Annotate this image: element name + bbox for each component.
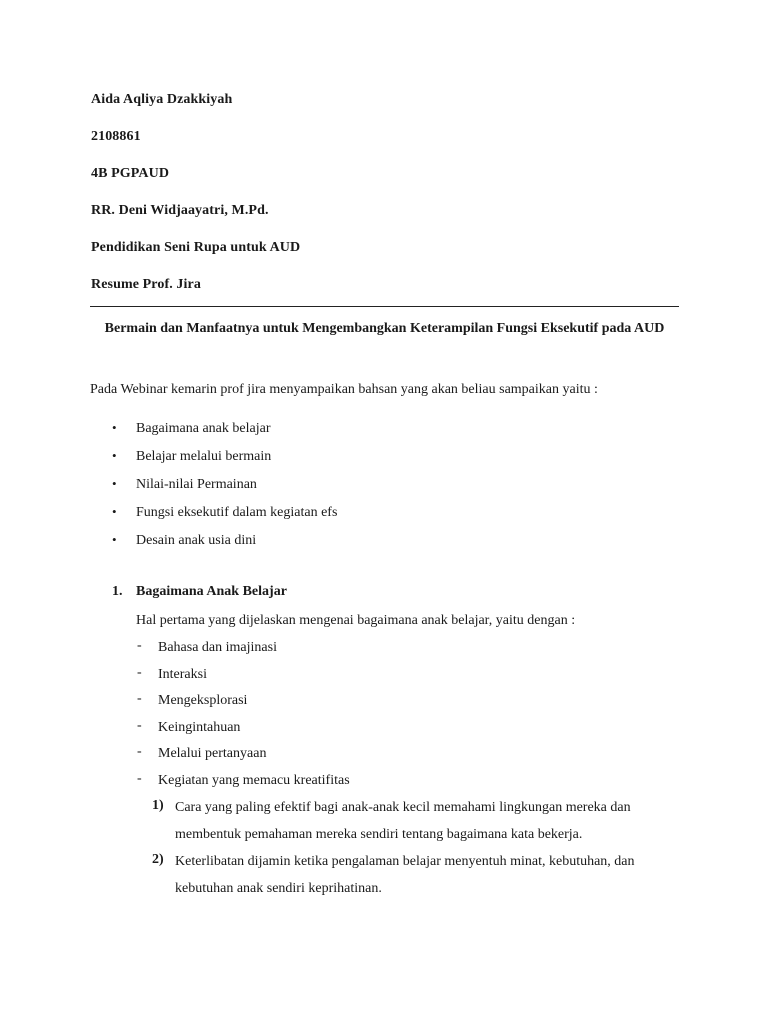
dash-marker: - (137, 638, 142, 653)
course-name: Pendidikan Seni Rupa untuk AUD (91, 240, 301, 255)
bullet-icon: • (112, 476, 117, 491)
section-lead: Hal pertama yang dijelaskan mengenai bagaimana anak belajar, yaitu dengan : (136, 613, 576, 628)
student-name: Aida Aqliya Dzakkiyah (91, 92, 233, 107)
student-id: 2108861 (91, 129, 141, 144)
header-divider (90, 306, 679, 307)
bullet-icon: • (112, 448, 117, 463)
dash-marker: - (137, 771, 142, 786)
document-title: Bermain dan Manfaatnya untuk Mengembangkan Keterampilan Fungsi Eksekutif pada AUD (104, 321, 665, 336)
section-number: 1. (112, 584, 123, 599)
intro-paragraph: Pada Webinar kemarin prof jira menyampaikan bahsan yang akan beliau sampaikan yaitu : (90, 382, 598, 397)
dash-marker: - (137, 665, 142, 680)
bullet-icon: • (112, 532, 117, 547)
bullet-icon: • (112, 504, 117, 519)
list-item-text: Desain anak usia dini (136, 533, 257, 548)
bullet-icon: • (112, 420, 117, 435)
list-item-text: Nilai-nilai Permainan (136, 477, 257, 492)
dash-marker: - (137, 718, 142, 733)
sub-item-text: membentuk pemahaman mereka sendiri tentang bagaimana kata bekerja. (175, 827, 583, 842)
lecturer-name: RR. Deni Widjaayatri, M.Pd. (91, 203, 269, 218)
list-item-text: Belajar melalui bermain (136, 449, 272, 464)
assignment-title: Resume Prof. Jira (91, 277, 201, 292)
list-item-text: Bagaimana anak belajar (136, 421, 271, 436)
sub-item-number: 2) (152, 852, 164, 867)
section-heading: Bagaimana Anak Belajar (136, 584, 287, 599)
list-item-text: Bahasa dan imajinasi (158, 640, 277, 655)
sub-item-text: kebutuhan anak sendiri keprihatinan. (175, 881, 382, 896)
sub-item-text: Cara yang paling efektif bagi anak-anak kecil memahami lingkungan mereka dan (175, 800, 631, 815)
sub-item-text: Keterlibatan dijamin ketika pengalaman belajar menyentuh minat, kebutuhan, dan (175, 854, 635, 869)
sub-item-number: 1) (152, 798, 164, 813)
list-item-text: Interaksi (158, 667, 207, 682)
list-item-text: Melalui pertanyaan (158, 746, 267, 761)
student-class: 4B PGPAUD (91, 166, 170, 181)
dash-marker: - (137, 744, 142, 759)
list-item-text: Mengeksplorasi (158, 693, 248, 708)
list-item-text: Kegiatan yang memacu kreatifitas (158, 773, 350, 788)
dash-marker: - (137, 691, 142, 706)
list-item-text: Keingintahuan (158, 720, 241, 735)
list-item-text: Fungsi eksekutif dalam kegiatan efs (136, 505, 338, 520)
